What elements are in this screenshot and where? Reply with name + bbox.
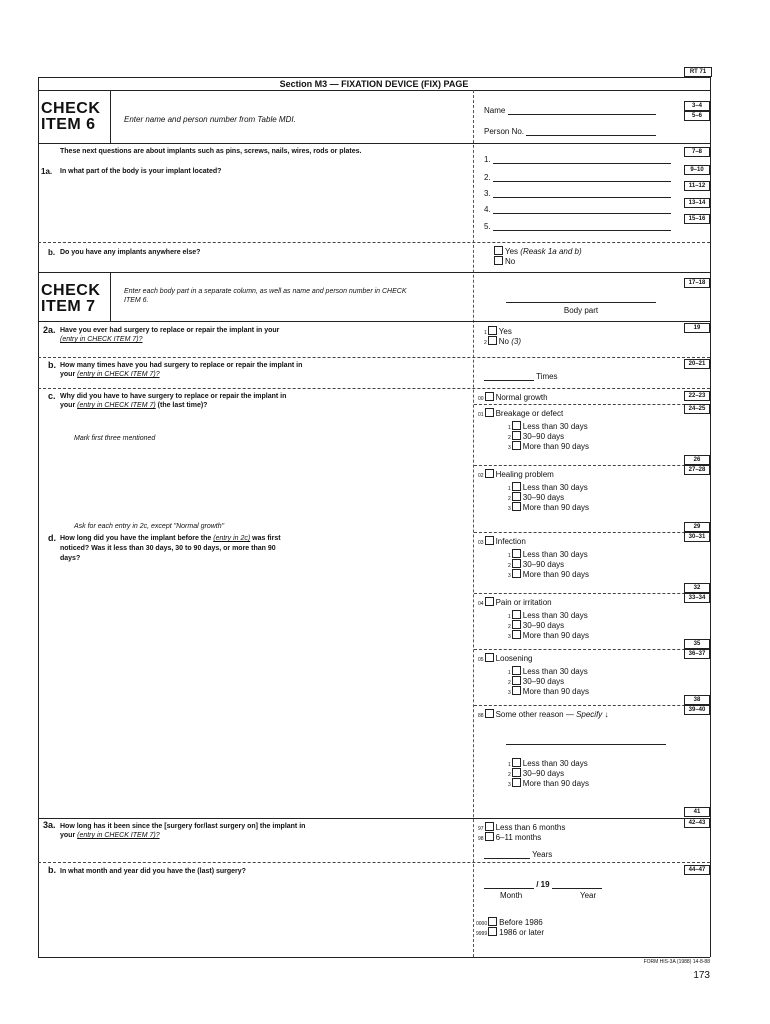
checkbox[interactable] [488, 336, 497, 345]
duration-option[interactable] [508, 630, 589, 642]
precode: 98 [478, 836, 484, 842]
code-11-12: 11–12 [684, 181, 710, 191]
q1a-text: In what part of the body is your implant located? [60, 168, 222, 175]
person-number-field[interactable] [484, 127, 656, 137]
code-7-8: 7–8 [684, 147, 710, 157]
precode: 3 [508, 782, 511, 788]
q2b-text: How many times have you had surgery to replace or repair the implant in [60, 362, 303, 369]
code-13-14: 13–14 [684, 198, 710, 208]
line-1-label: 1. [484, 155, 491, 164]
reason-code: 39–40 [684, 705, 710, 715]
reason-option[interactable] [478, 536, 526, 548]
code-3-4: 3–4 [684, 101, 710, 111]
checkbox[interactable] [494, 256, 503, 265]
precode: 2 [508, 772, 511, 778]
precode: 9999 [476, 931, 488, 937]
year-label: Year [580, 891, 597, 900]
q2b-text2: your [60, 371, 76, 378]
reason-label: Infection [495, 537, 526, 546]
reason-block [474, 405, 710, 465]
duration-label: More than 90 days [522, 442, 590, 451]
precode: 05 [478, 657, 484, 663]
precode: 1 [508, 762, 511, 768]
form-footer-code: FORM HIS-3A (1988) 14-8-88 [643, 959, 710, 965]
body-part-line-3[interactable] [484, 189, 671, 199]
q2d-text2: was first [252, 535, 281, 542]
precode: 01 [478, 412, 484, 418]
checkbox[interactable] [512, 502, 521, 511]
duration-label: 30–90 days [522, 432, 565, 441]
reason-option[interactable] [478, 653, 532, 665]
line-3-label: 3. [484, 189, 491, 198]
duration-label: More than 90 days [522, 687, 590, 696]
q1b-text: Do you have any implants anywhere else? [60, 249, 201, 256]
q2a-no-option[interactable] [484, 336, 521, 348]
precode: 3 [508, 573, 511, 579]
checkbox[interactable] [485, 832, 494, 841]
reason-code: 33–34 [684, 593, 710, 603]
body-part-line-1[interactable] [484, 155, 671, 165]
code-22-23: 22–23 [684, 391, 710, 401]
line-5-label: 5. [484, 222, 491, 231]
checkbox[interactable] [512, 482, 521, 491]
month-label: Month [500, 891, 523, 900]
checkbox[interactable] [488, 927, 497, 936]
line-4-label: 4. [484, 205, 491, 214]
name-label: Name [484, 106, 506, 115]
reason-option[interactable] [478, 709, 609, 721]
duration-option[interactable] [508, 569, 589, 581]
checkbox[interactable] [512, 559, 521, 568]
form-code-top: RT 71 [684, 67, 712, 77]
q3a-option-6-11-months[interactable] [478, 832, 541, 844]
duration-label: Less than 30 days [522, 611, 588, 620]
duration-option[interactable] [508, 441, 589, 453]
check-item-7-box [38, 273, 111, 321]
duration-option[interactable] [508, 686, 589, 698]
reason-code: 36–37 [684, 649, 710, 659]
checkbox[interactable] [512, 758, 521, 767]
person-label: Person No. [484, 127, 525, 136]
code-44-47: 44–47 [684, 865, 710, 875]
option-label: 6–11 months [495, 833, 542, 842]
q2d-number: d. [48, 533, 56, 543]
body-part-label: Body part [563, 306, 599, 315]
no-label: No [505, 257, 516, 266]
q2a-text: Have you ever had surgery to replace or repair the implant in your [60, 327, 280, 334]
q2b-times-field[interactable] [484, 372, 558, 382]
duration-code: 32 [684, 583, 710, 593]
q2b-reference: (entry in CHECK ITEM 7)? [77, 371, 160, 378]
precode: 3 [508, 634, 511, 640]
code-5-6: 5–6 [684, 111, 710, 121]
checkbox[interactable] [512, 549, 521, 558]
precode: 00 [478, 396, 484, 402]
page-number: 173 [693, 970, 710, 981]
reason-block [474, 466, 710, 532]
duration-label: Less than 30 days [522, 667, 588, 676]
yes-label: Yes [498, 327, 512, 336]
duration-option[interactable] [508, 502, 589, 514]
precode: 2 [508, 435, 511, 441]
q2a-reference: (entry in CHECK ITEM 7)? [60, 336, 143, 343]
code-9-10: 9–10 [684, 165, 710, 175]
duration-code: 35 [684, 639, 710, 649]
checkbox[interactable] [488, 917, 497, 926]
precode: 88 [478, 713, 484, 719]
reason-label: Loosening [495, 654, 533, 663]
q2a-number: 2a. [43, 325, 56, 335]
normal-growth-option[interactable] [478, 392, 548, 404]
checkbox[interactable] [512, 421, 521, 430]
precode: 2 [484, 340, 487, 346]
years-label: Years [532, 850, 553, 859]
reason-block [474, 650, 710, 705]
skip-note: (3) [511, 337, 522, 346]
reason-code: 24–25 [684, 404, 710, 414]
precode: 3 [508, 506, 511, 512]
name-field[interactable] [484, 106, 656, 116]
reason-code: 27–28 [684, 465, 710, 475]
checkbox[interactable] [512, 676, 521, 685]
reason-block [474, 533, 710, 593]
duration-label: More than 90 days [522, 779, 590, 788]
checkbox[interactable] [512, 620, 521, 629]
precode: 03 [478, 540, 484, 546]
precode: 1 [484, 330, 487, 336]
q3a-years-field[interactable] [484, 850, 552, 860]
precode: 2 [508, 563, 511, 569]
checkbox[interactable] [512, 441, 521, 450]
q3b-number: b. [48, 865, 56, 875]
checkbox[interactable] [485, 709, 494, 718]
checkbox[interactable] [512, 610, 521, 619]
duration-label: 30–90 days [522, 493, 565, 502]
check-item-7-instruction: Enter each body part in a separate column, as well as name and person number in CHECK ITEM 6. [124, 288, 407, 304]
reason-option[interactable] [478, 469, 554, 481]
body-part-line-5[interactable] [484, 222, 671, 232]
duration-code: 38 [684, 695, 710, 705]
checkbox[interactable] [485, 392, 494, 401]
q1b-number: b. [48, 248, 56, 257]
q2c-text-line2 [60, 401, 207, 411]
checkbox[interactable] [485, 536, 494, 545]
checkbox[interactable] [512, 768, 521, 777]
q2c-text2: your [60, 402, 76, 409]
q3b-text: In what month and year did you have the (last) surgery? [60, 868, 246, 875]
line-2-label: 2. [484, 173, 491, 182]
duration-label: More than 90 days [522, 570, 590, 579]
precode: 3 [508, 690, 511, 696]
checkbox[interactable] [488, 326, 497, 335]
checkbox[interactable] [512, 778, 521, 787]
body-part-line-4[interactable] [484, 205, 671, 215]
code-42-43: 42–43 [684, 818, 710, 828]
q2c-number: c. [48, 391, 56, 401]
section-title: Section M3 — FIXATION DEVICE (FIX) PAGE [279, 79, 469, 89]
precode: 0000 [476, 921, 488, 927]
duration-option[interactable] [508, 778, 589, 790]
check-item-7-title: CHECK [41, 282, 101, 299]
slash-19: / 19 [536, 880, 550, 889]
checkbox[interactable] [485, 408, 494, 417]
duration-label: More than 90 days [522, 503, 590, 512]
duration-label: 30–90 days [522, 560, 565, 569]
yes-label: Yes [505, 247, 519, 256]
q2d-question [60, 534, 470, 564]
check-item-7-subtitle: ITEM 7 [41, 298, 96, 315]
reason-label: Healing problem [495, 470, 554, 479]
check-item-6-box [38, 91, 111, 143]
q2c-text3: (the last time)? [157, 402, 208, 409]
precode: 02 [478, 473, 484, 479]
checkbox[interactable] [512, 666, 521, 675]
precode: 1 [508, 425, 511, 431]
precode: 1 [508, 614, 511, 620]
precode: 1 [508, 486, 511, 492]
q3b-option-1986-or-later[interactable] [476, 927, 544, 939]
checkbox[interactable] [485, 822, 494, 831]
specify-line[interactable] [506, 744, 666, 745]
reason-label: Breakage or defect [495, 409, 564, 418]
q2b-number: b. [48, 360, 56, 370]
duration-code: 26 [684, 455, 710, 465]
q2d-reference: (entry in 2c) [213, 535, 251, 542]
q2d-text4: days? [60, 555, 81, 562]
q2b-text-line2 [60, 370, 160, 380]
q3a-reference: (entry in CHECK ITEM 7)? [77, 832, 160, 839]
checkbox[interactable] [512, 686, 521, 695]
no-label: No [498, 337, 510, 346]
checkbox[interactable] [485, 469, 494, 478]
q2d-ask-note: Ask for each entry in 2c, except "Normal growth" [74, 523, 225, 530]
precode: 1 [508, 553, 511, 559]
q1b-no-option[interactable] [494, 256, 515, 267]
code-15-16: 15–16 [684, 214, 710, 224]
code-17-18: 17–18 [684, 278, 710, 288]
check-item-6-title: CHECK [41, 100, 101, 117]
reason-block [474, 706, 710, 817]
precode: 2 [508, 680, 511, 686]
checkbox[interactable] [512, 630, 521, 639]
precode: 2 [508, 496, 511, 502]
checkbox[interactable] [512, 492, 521, 501]
duration-label: Less than 30 days [522, 422, 588, 431]
duration-label: 30–90 days [522, 621, 565, 630]
duration-label: 30–90 days [522, 769, 565, 778]
body-part-line-2[interactable] [484, 173, 671, 183]
q2c-note: Mark first three mentioned [74, 435, 156, 442]
option-label: Before 1986 [499, 918, 543, 927]
q3b-month-year-field[interactable] [484, 880, 602, 890]
precode: 2 [508, 624, 511, 630]
duration-label: Less than 30 days [522, 759, 588, 768]
reason-code: 30–31 [684, 532, 710, 542]
reason-option[interactable] [478, 408, 563, 420]
q2c-reference: (entry in CHECK ITEM 7) [77, 402, 156, 409]
checkbox[interactable] [485, 653, 494, 662]
q2c-text: Why did you have to have surgery to replace or repair the implant in [60, 393, 287, 400]
q3a-text-line2 [60, 831, 160, 841]
checkbox[interactable] [512, 569, 521, 578]
duration-label: Less than 30 days [522, 483, 588, 492]
duration-label: More than 90 days [522, 631, 590, 640]
code-19: 19 [684, 323, 710, 333]
precode: 3 [508, 445, 511, 451]
q3a-text2: your [60, 832, 76, 839]
times-label: Times [536, 372, 558, 381]
q3a-text: How long has it been since the [surgery for/last surgery on] the implant in [60, 823, 306, 830]
normal-growth-label: Normal growth [495, 393, 548, 402]
precode: 04 [478, 601, 484, 607]
check-item-6-instruction: Enter name and person number from Table MDI. [124, 115, 296, 124]
duration-code: 41 [684, 807, 710, 817]
reask-note: (Reask 1a and b) [520, 247, 582, 256]
code-20-21: 20–21 [684, 359, 710, 369]
option-label: 1986 or later [499, 928, 545, 937]
checkbox[interactable] [512, 431, 521, 440]
reason-option[interactable] [478, 597, 552, 609]
q2d-text3: noticed? Was it less than 30 days, 30 to 90 days, or more than 90 [60, 545, 276, 552]
checkbox[interactable] [494, 246, 503, 255]
duration-label: Less than 30 days [522, 550, 588, 559]
duration-code: 29 [684, 522, 710, 532]
checkbox[interactable] [485, 597, 494, 606]
option-label: Less than 6 months [495, 823, 566, 832]
reason-label: Pain or irritation [495, 598, 552, 607]
q1a-number: 1a. [41, 167, 53, 176]
q1-intro: These next questions are about implants such as pins, screws, nails, wires, rods or plates. [60, 148, 362, 155]
reason-label: Some other reason — [495, 710, 574, 719]
reason-block [474, 594, 710, 649]
specify-label: Specify [576, 710, 603, 719]
check-item-6-subtitle: ITEM 6 [41, 116, 96, 133]
precode: 97 [478, 826, 484, 832]
arrow-down-icon: ↓ [602, 710, 609, 719]
q2d-text1: How long did you have the implant before the [60, 535, 212, 542]
q3a-number: 3a. [43, 820, 56, 830]
precode: 1 [508, 670, 511, 676]
duration-label: 30–90 days [522, 677, 565, 686]
